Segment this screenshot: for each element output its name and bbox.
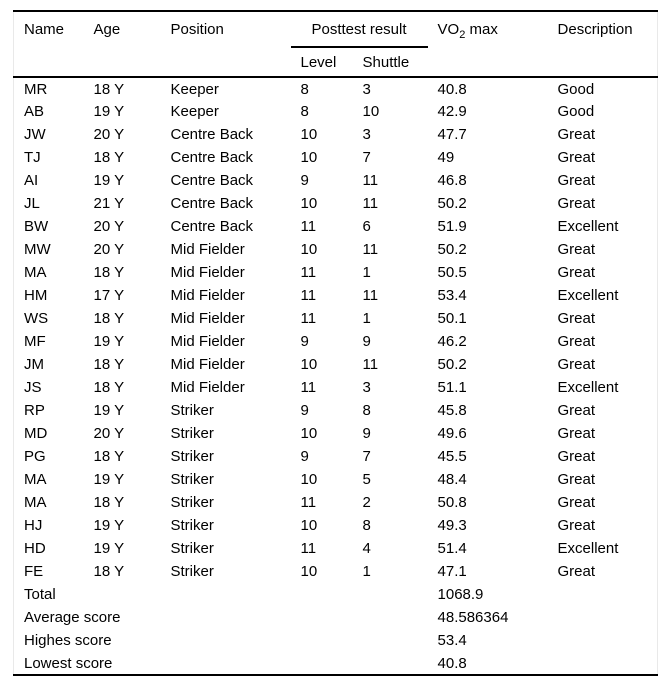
cell-position: Mid Fielder: [170, 379, 245, 396]
cell-name: JM: [24, 356, 44, 373]
table-row: [14, 146, 658, 169]
cell-shuttle: 4: [362, 540, 371, 557]
cell-name: MW: [24, 241, 51, 258]
cell-name: AI: [24, 172, 39, 189]
cell-position: Centre Back: [170, 218, 254, 235]
cell-age: 18 Y: [93, 379, 125, 396]
cell-vo2max: 50.2: [437, 356, 467, 373]
table-row: [14, 100, 658, 123]
cell-description: Great: [557, 563, 596, 580]
summary-empty-cell: [548, 652, 658, 675]
cell-shuttle: 11: [362, 172, 379, 189]
cell-age: 17 Y: [93, 287, 125, 304]
cell-shuttle: 2: [362, 494, 371, 511]
cell-level: 11: [300, 540, 317, 557]
table-row: [14, 560, 658, 583]
column-header-level: Level: [291, 47, 353, 77]
cell-description: Great: [557, 448, 596, 465]
cell-age: 20 Y: [93, 126, 125, 143]
cell-shuttle: 9: [362, 333, 371, 350]
cell-position: Mid Fielder: [170, 356, 245, 373]
cell-name: BW: [24, 218, 49, 235]
summary-label: Lowest score: [24, 654, 113, 672]
cell-level: 9: [300, 402, 309, 419]
cell-name: TJ: [24, 149, 41, 166]
cell-vo2max: 42.9: [437, 103, 467, 120]
cell-shuttle: 3: [362, 80, 371, 98]
cell-level: 11: [300, 494, 317, 511]
table-row: [14, 284, 658, 307]
cell-description: Great: [557, 356, 596, 373]
cell-name: RP: [24, 402, 45, 419]
cell-description: Great: [557, 517, 596, 534]
table-body: [14, 77, 658, 675]
summary-row: [14, 606, 658, 629]
cell-age: 19 Y: [93, 402, 125, 419]
cell-age: 20 Y: [93, 425, 125, 442]
cell-name: PG: [24, 448, 46, 465]
cell-vo2max: 46.2: [437, 333, 467, 350]
cell-shuttle: 6: [362, 218, 371, 235]
cell-description: Excellent: [557, 379, 619, 396]
cell-position: Striker: [170, 517, 214, 534]
cell-description: Great: [557, 172, 596, 189]
table-header: [14, 11, 658, 77]
summary-row: [14, 583, 658, 606]
cell-position: Mid Fielder: [170, 310, 245, 327]
cell-age: 19 Y: [93, 172, 125, 189]
cell-position: Striker: [170, 402, 214, 419]
cell-vo2max: 45.5: [437, 448, 467, 465]
cell-name: MR: [24, 80, 48, 98]
cell-description: Good: [557, 80, 595, 98]
cell-position: Centre Back: [170, 195, 254, 212]
vo2-subscript: 2: [459, 29, 466, 41]
cell-vo2max: 47.7: [437, 126, 467, 143]
cell-description: Good: [557, 103, 595, 120]
cell-level: 10: [300, 241, 318, 258]
cell-name: HJ: [24, 517, 43, 534]
cell-level: 10: [300, 195, 318, 212]
summary-empty-cell: [548, 606, 658, 629]
cell-shuttle: 1: [362, 310, 371, 327]
summary-value: 53.4: [437, 632, 467, 649]
cell-position: Mid Fielder: [170, 241, 245, 258]
cell-description: Excellent: [557, 287, 619, 304]
table-row: [14, 445, 658, 468]
summary-label: Average score: [24, 609, 121, 626]
column-header-description: Description: [548, 11, 658, 77]
cell-position: Striker: [170, 425, 214, 442]
table-row: [14, 399, 658, 422]
cell-vo2max: 50.8: [437, 494, 467, 511]
cell-level: 11: [300, 264, 317, 281]
cell-vo2max: 49.3: [437, 517, 467, 534]
table-row: [14, 261, 658, 284]
cell-description: Great: [557, 195, 596, 212]
cell-position: Centre Back: [170, 149, 254, 166]
cell-age: 19 Y: [93, 471, 125, 488]
cell-level: 9: [300, 333, 309, 350]
cell-vo2max: 50.2: [437, 241, 467, 258]
cell-shuttle: 1: [362, 563, 371, 580]
cell-name: HM: [24, 287, 48, 304]
cell-name: MA: [24, 264, 47, 281]
cell-age: 19 Y: [93, 103, 125, 120]
cell-position: Keeper: [170, 103, 219, 120]
cell-name: JL: [24, 195, 40, 212]
cell-shuttle: 3: [362, 126, 371, 143]
cell-shuttle: 3: [362, 379, 371, 396]
table-row: [14, 330, 658, 353]
cell-name: JW: [24, 126, 46, 143]
cell-age: 18 Y: [93, 494, 125, 511]
cell-description: Excellent: [557, 540, 619, 557]
summary-empty-cell: [548, 629, 658, 652]
cell-position: Striker: [170, 494, 214, 511]
cell-vo2max: 51.1: [437, 379, 467, 396]
table-row: [14, 468, 658, 491]
cell-level: 9: [300, 448, 309, 465]
cell-level: 10: [300, 356, 318, 373]
cell-position: Centre Back: [170, 126, 254, 143]
table-row: [14, 422, 658, 445]
table-row: [14, 491, 658, 514]
cell-name: FE: [24, 563, 44, 580]
cell-age: 19 Y: [93, 540, 125, 557]
table-row: [14, 353, 658, 376]
cell-shuttle: 11: [362, 241, 379, 258]
cell-shuttle: 8: [362, 517, 371, 534]
summary-row: [14, 652, 658, 675]
cell-age: 20 Y: [93, 241, 125, 258]
cell-shuttle: 7: [362, 448, 371, 465]
vo2-max-text: max: [465, 21, 498, 38]
cell-position: Mid Fielder: [170, 287, 245, 304]
cell-name: JS: [24, 379, 42, 396]
cell-shuttle: 11: [362, 195, 379, 212]
column-header-position: Position: [161, 11, 291, 77]
cell-level: 10: [300, 126, 318, 143]
cell-level: 11: [300, 379, 317, 396]
cell-level: 8: [300, 103, 309, 120]
cell-name: MD: [24, 425, 48, 442]
table-row: [14, 77, 658, 100]
table-row: [14, 537, 658, 560]
posttest-results-table: [13, 10, 658, 676]
cell-name: MA: [24, 494, 47, 511]
cell-position: Striker: [170, 563, 214, 580]
cell-description: Great: [557, 333, 596, 350]
cell-position: Mid Fielder: [170, 264, 245, 281]
table-row: [14, 514, 658, 537]
column-header-age: Age: [84, 11, 161, 77]
cell-level: 8: [300, 80, 309, 98]
cell-shuttle: 9: [362, 425, 371, 442]
column-header-shuttle: Shuttle: [353, 47, 428, 77]
cell-level: 10: [300, 471, 318, 488]
vo2-base-text: VO: [437, 21, 460, 38]
cell-description: Great: [557, 402, 596, 419]
cell-vo2max: 47.1: [437, 563, 467, 580]
cell-shuttle: 10: [362, 103, 380, 120]
cell-age: 19 Y: [93, 333, 125, 350]
cell-vo2max: 50.1: [437, 310, 467, 327]
summary-value: 40.8: [437, 654, 467, 672]
table-row: [14, 192, 658, 215]
summary-empty-cell: [548, 583, 658, 606]
results-table-container: [13, 10, 657, 676]
cell-position: Keeper: [170, 80, 219, 98]
cell-age: 20 Y: [93, 218, 125, 235]
cell-shuttle: 8: [362, 402, 371, 419]
cell-description: Great: [557, 494, 596, 511]
summary-value: 1068.9: [437, 586, 484, 603]
column-header-vo2max: [428, 11, 548, 77]
cell-age: 21 Y: [93, 195, 125, 212]
cell-level: 11: [300, 218, 317, 235]
cell-description: Excellent: [557, 218, 619, 235]
cell-vo2max: 50.5: [437, 264, 467, 281]
cell-age: 18 Y: [93, 356, 125, 373]
header-main-row: [14, 11, 658, 47]
column-header-name: Name: [14, 11, 84, 77]
cell-position: Striker: [170, 448, 214, 465]
cell-name: MA: [24, 471, 47, 488]
cell-position: Centre Back: [170, 172, 254, 189]
cell-shuttle: 1: [362, 264, 371, 281]
cell-name: HD: [24, 540, 46, 557]
cell-level: 10: [300, 563, 318, 580]
cell-age: 18 Y: [93, 80, 125, 98]
cell-vo2max: 45.8: [437, 402, 467, 419]
table-row: [14, 376, 658, 399]
cell-shuttle: 5: [362, 471, 371, 488]
cell-name: MF: [24, 333, 46, 350]
cell-level: 10: [300, 425, 318, 442]
cell-name: WS: [24, 310, 49, 327]
cell-level: 9: [300, 172, 309, 189]
cell-description: Great: [557, 425, 596, 442]
cell-vo2max: 51.9: [437, 218, 467, 235]
cell-age: 18 Y: [93, 149, 125, 166]
cell-description: Great: [557, 264, 596, 281]
cell-level: 11: [300, 310, 317, 327]
cell-vo2max: 46.8: [437, 172, 467, 189]
cell-age: 18 Y: [93, 448, 125, 465]
summary-label: Highes score: [24, 632, 112, 649]
cell-description: Great: [557, 241, 596, 258]
table-row: [14, 307, 658, 330]
cell-age: 18 Y: [93, 310, 125, 327]
summary-label: Total: [24, 586, 56, 603]
cell-vo2max: 48.4: [437, 471, 467, 488]
table-row: [14, 238, 658, 261]
cell-vo2max: 53.4: [437, 287, 467, 304]
cell-vo2max: 49: [437, 149, 455, 166]
cell-age: 19 Y: [93, 517, 125, 534]
cell-description: Great: [557, 471, 596, 488]
cell-description: Great: [557, 149, 596, 166]
column-header-posttest-result: Posttest result: [291, 11, 428, 47]
table-row: [14, 169, 658, 192]
table-row: [14, 123, 658, 146]
cell-position: Striker: [170, 471, 214, 488]
summary-value: 48.586364: [437, 609, 509, 626]
cell-vo2max: 40.8: [437, 80, 467, 98]
cell-vo2max: 51.4: [437, 540, 467, 557]
cell-shuttle: 11: [362, 356, 379, 373]
cell-age: 18 Y: [93, 264, 125, 281]
table-row: [14, 215, 658, 238]
cell-level: 11: [300, 287, 317, 304]
cell-shuttle: 11: [362, 287, 379, 304]
cell-position: Striker: [170, 540, 214, 557]
cell-description: Great: [557, 310, 596, 327]
cell-description: Great: [557, 126, 596, 143]
cell-level: 10: [300, 517, 318, 534]
cell-position: Mid Fielder: [170, 333, 245, 350]
summary-row: [14, 629, 658, 652]
cell-name: AB: [24, 103, 45, 120]
cell-shuttle: 7: [362, 149, 371, 166]
cell-level: 10: [300, 149, 318, 166]
cell-age: 18 Y: [93, 563, 125, 580]
cell-vo2max: 50.2: [437, 195, 467, 212]
cell-vo2max: 49.6: [437, 425, 467, 442]
